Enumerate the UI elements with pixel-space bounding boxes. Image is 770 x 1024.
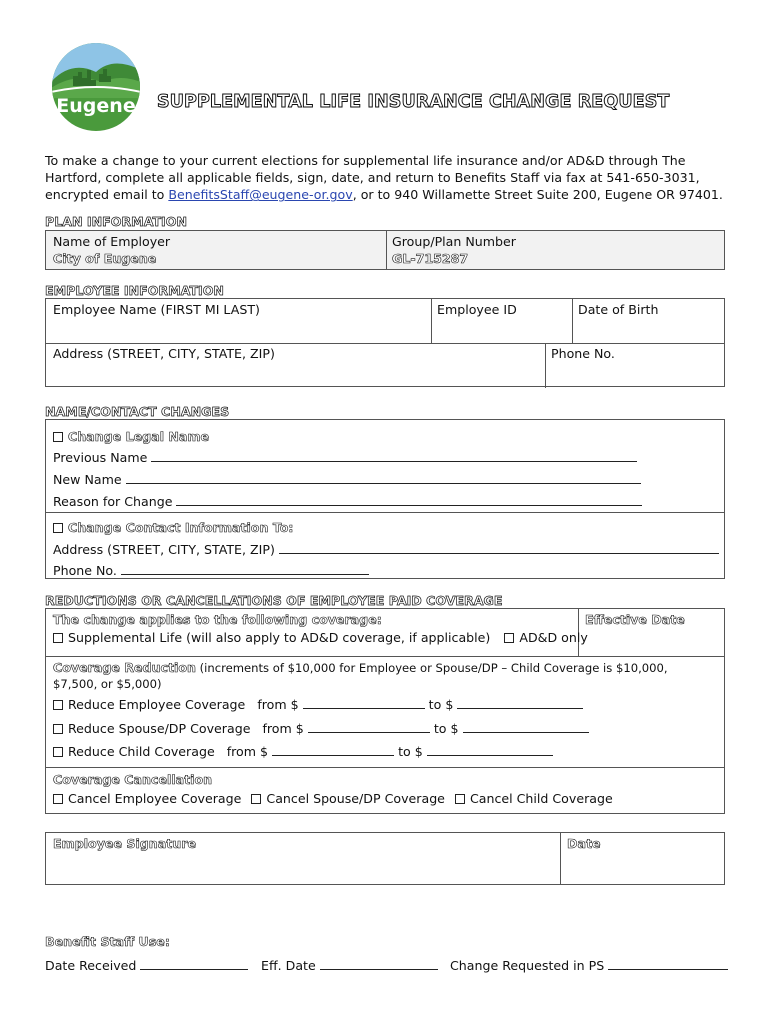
cancel-employee-checkbox[interactable] (53, 794, 63, 804)
reduce-child-to-field[interactable] (427, 743, 553, 756)
reduce-spouse-to-field[interactable] (463, 720, 589, 733)
reduce-child-row (53, 743, 553, 759)
reduce-child-to-label: to $ (398, 744, 423, 759)
form-title: SUPPLEMENTAL LIFE INSURANCE CHANGE REQUEST (157, 92, 670, 112)
plan-heading: PLAN INFORMATION (45, 214, 187, 229)
reduce-employee-row (53, 696, 583, 712)
employer-value: City of Eugene (53, 251, 157, 266)
new-phone-label: Phone No. (53, 563, 117, 578)
plan-table (45, 230, 725, 270)
reduce-spouse-row (53, 720, 589, 736)
reduce-child-from-field[interactable] (272, 743, 394, 756)
reductions-heading: REDUCTIONS OR CANCELLATIONS OF EMPLOYEE PAID COVERAGE (45, 593, 503, 608)
reduce-child-label: Reduce Child Coverage (68, 744, 215, 759)
eff-date-field[interactable] (261, 957, 438, 973)
change-requested-label: Change Requested in PS (450, 958, 605, 973)
previous-name-field[interactable] (53, 449, 637, 465)
intro-paragraph (45, 152, 735, 204)
group-value: GL-715287 (392, 251, 469, 266)
employee-table (45, 298, 725, 387)
name-changes-table (45, 419, 725, 579)
reduce-employee-label: Reduce Employee Coverage (68, 697, 246, 712)
coverage-reduction-title: Coverage Reduction (53, 660, 196, 675)
reduce-spouse-checkbox[interactable] (53, 724, 63, 734)
employee-name-field[interactable]: Employee Name (FIRST MI LAST) (53, 302, 260, 317)
intro-text: To make a change to your current elections for supplemental life insurance and/or AD&D through The Hartford, complete all applicable fields, sign, date, and return to Benefits Staff via fax at 541-650-3031, encrypted email to (45, 153, 700, 203)
reduce-employee-to-field[interactable] (457, 696, 583, 709)
signature-date-field[interactable]: Date (567, 836, 601, 851)
change-legal-name-checkbox[interactable] (53, 432, 63, 442)
cancel-child-checkbox[interactable] (455, 794, 465, 804)
benefits-email-link[interactable]: BenefitsStaff@eugene-or.gov (168, 187, 353, 203)
add-only-checkbox[interactable] (504, 633, 514, 643)
reason-label: Reason for Change (53, 494, 173, 509)
reason-field[interactable] (53, 493, 642, 509)
change-legal-name-label: Change Legal Name (68, 429, 210, 444)
change-requested-field[interactable] (450, 957, 728, 973)
reductions-table (45, 608, 725, 814)
city-logo (51, 42, 141, 132)
reduce-employee-from-field[interactable] (303, 696, 425, 709)
applies-label: The change applies to the following coverage: (53, 612, 382, 627)
reduce-child-from-label: from $ (226, 744, 269, 759)
reduce-spouse-from-field[interactable] (308, 720, 430, 733)
eff-date-label: Eff. Date (261, 958, 316, 973)
phone-field[interactable]: Phone No. (551, 346, 615, 361)
reduce-employee-to-label: to $ (428, 697, 454, 712)
employee-id-field[interactable]: Employee ID (437, 302, 517, 317)
cancel-spouse-checkbox[interactable] (251, 794, 261, 804)
date-received-field[interactable] (45, 957, 248, 973)
new-address-label: Address (STREET, CITY, STATE, ZIP) (53, 542, 275, 557)
new-phone-field[interactable] (53, 562, 369, 578)
previous-name-label: Previous Name (53, 450, 148, 465)
reduce-child-checkbox[interactable] (53, 747, 63, 757)
coverage-reduction-note: (increments of $10,000 for Employee or Spouse/DP – Child Coverage is $10,000, $7,500, or $5,000) (53, 661, 668, 691)
effective-date-field[interactable]: Effective Date (585, 612, 685, 627)
change-contact-label: Change Contact Information To: (68, 520, 294, 535)
group-label: Group/Plan Number (392, 234, 516, 249)
reduce-spouse-from-label: from $ (262, 721, 304, 736)
logo-graphic (51, 42, 141, 132)
reduce-employee-from-label: from $ (257, 697, 299, 712)
svg-text:Eugene: Eugene (56, 95, 136, 117)
supplemental-life-checkbox[interactable] (53, 633, 63, 643)
reduce-spouse-to-label: to $ (433, 721, 459, 736)
new-name-label: New Name (53, 472, 122, 487)
supplemental-life-label: Supplemental Life (will also apply to AD&D coverage, if applicable) (68, 630, 491, 645)
address-field[interactable]: Address (STREET, CITY, STATE, ZIP) (53, 346, 275, 361)
reduce-spouse-label: Reduce Spouse/DP Coverage (68, 721, 251, 736)
signature-table (45, 832, 725, 885)
name-changes-heading: NAME/CONTACT CHANGES (45, 404, 230, 419)
cancel-spouse-label: Cancel Spouse/DP Coverage (266, 791, 445, 806)
coverage-cancellation-title: Coverage Cancellation (53, 772, 213, 787)
cancel-child-label: Cancel Child Coverage (469, 791, 613, 806)
employer-label: Name of Employer (53, 234, 171, 249)
staff-use-heading: Benefit Staff Use: (45, 934, 170, 949)
employee-heading: EMPLOYEE INFORMATION (45, 283, 224, 298)
new-address-field[interactable] (53, 541, 719, 557)
date-received-label: Date Received (45, 958, 137, 973)
add-only-label: AD&D only (519, 630, 588, 645)
cancel-employee-label: Cancel Employee Coverage (68, 791, 242, 806)
cancellation-options (53, 791, 613, 806)
intro-text-end: , or to 940 Willamette Street Suite 200, Eugene OR 97401. (352, 187, 723, 203)
new-name-field[interactable] (53, 471, 641, 487)
coverage-reduction-header (53, 660, 713, 692)
change-contact-checkbox[interactable] (53, 523, 63, 533)
employee-signature-field[interactable]: Employee Signature (53, 836, 196, 851)
date-of-birth-field[interactable]: Date of Birth (578, 302, 659, 317)
reduce-employee-checkbox[interactable] (53, 700, 63, 710)
